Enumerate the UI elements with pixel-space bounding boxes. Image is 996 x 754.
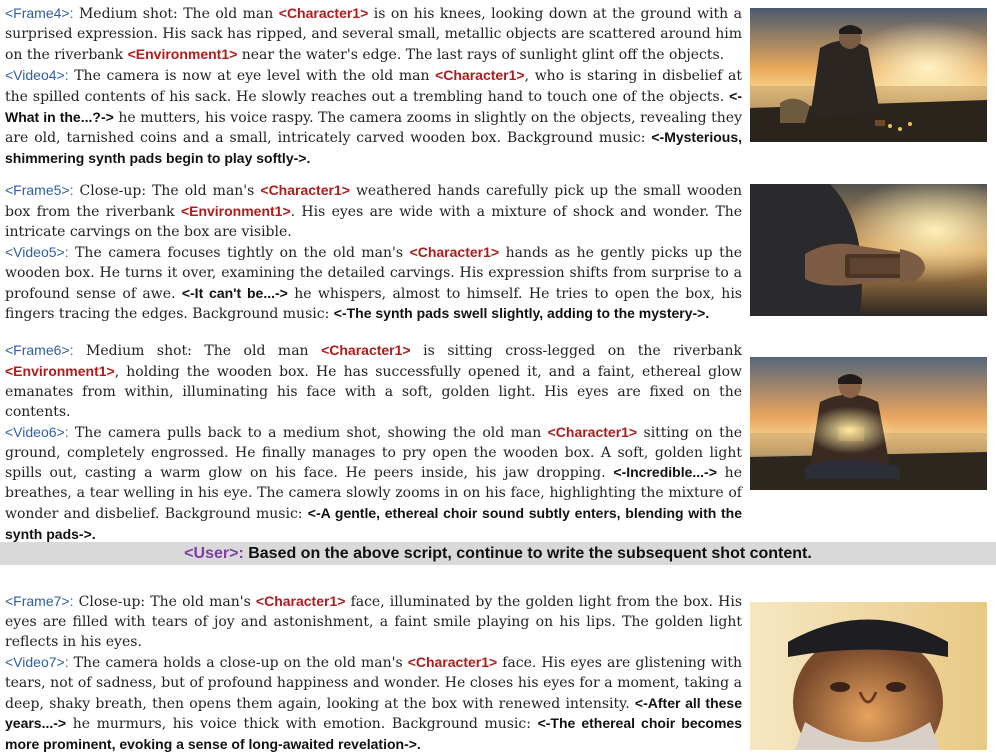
character-tag: <Character1> [435,66,525,83]
video-tag: <Video5>: [5,243,69,260]
frame5-illustration [750,184,987,316]
video-text: sitting on the ground, completely engrossed. He finally manages to pry open the wooden box. A soft, golden light spills out, casting a warm glow on his face. He peers inside, his jaw dropping. [5,424,743,482]
background-music: <-The ethereal choir becomes more prominent, evoking a sense of long-awaited revelation->. [5,715,742,753]
video-text: he whispers, almost to himself. He tries to open the box, his fingers tracing the edges. Background music: [5,285,742,323]
frame7-image [750,602,987,750]
frame6-image [750,357,987,490]
character-tag: <Character1> [407,653,498,670]
background-music: <-A gentle, ethereal choir sound subtly enters, blending with the synth pads->. [5,505,742,543]
background-music: <-The synth pads swell slightly, adding to the mystery->. [333,305,710,322]
video-text: , who is staring in disbelief at the spilled contents of his sack. He slowly reaches out a trembling hand to touch one of the objects. [5,67,742,105]
frame-text: . His eyes are wide with a mixture of shock and wonder. The intricate carvings on the box are visible. [5,203,742,240]
frame-text: near the water's edge. The last rays of sunlight glint off the objects. [237,46,725,63]
dialogue-quote: <-It can't be...-> [181,284,288,301]
character-tag: <Character1> [255,593,346,609]
shot-block-frame4 [5,4,742,170]
video-text: The camera is now at eye level with the old man [68,67,436,84]
frame-text: Close-up: The old man's [73,183,261,199]
character-tag: <Character1> [547,423,638,440]
frame-text: weathered hands carefully pick up the small wooden box from the riverbank [5,183,743,220]
frame-text: Close-up: The old man's [73,594,256,610]
character-tag: <Character1> [278,5,369,21]
video-text: hands as he gently picks up the wooden box. He turns it over, examining the detailed carvings. His expression shifts from surprise to a profound sense of awe. [5,244,742,302]
character-tag: <Character1> [321,342,411,358]
user-prompt-text: Based on the above script, continue to write the subsequent shot content. [243,545,812,562]
dialogue-quote: <-What in the...?-> [5,87,742,125]
shot-block-frame7 [5,592,742,754]
frame-tag: <Frame5>: [5,182,74,198]
video-text: face. His eyes are glistening with tears, not of sadness, but of profound happiness and wonder. He closes his eyes for a moment, taking a deep, shaky breath, then opens them again, looking at the box with renewed intensity. [5,654,742,712]
character-tag: <Character1> [260,182,350,198]
background-music: <-Mysterious, shimmering synth pads begin to play softly->. [5,129,742,167]
frame-text: Medium shot: The old man [73,343,322,359]
environment-tag: <Environment1> [180,202,291,219]
video-text: he murmurs, his voice thick with emotion. Background music: [66,716,538,733]
video-text: The camera focuses tightly on the old man's [68,244,410,261]
frame6-illustration [750,357,987,490]
character-tag: <Character1> [409,243,500,260]
dialogue-quote: <-Incredible...-> [613,464,717,481]
frame-text: is sitting cross-legged on the riverbank [410,343,743,359]
frame4-image [750,8,987,142]
video-text: he breathes, a tear welling in his eye. The camera slowly zooms in on his face, highlighting the mixture of wonder and disbelief. Background music: [5,465,742,523]
user-tag: <User>: [184,545,244,562]
frame4-illustration [750,8,987,142]
frame-text: Medium shot: The old man [73,6,279,22]
user-prompt-bar [0,542,996,565]
video-text: he mutters, his voice raspy. The camera zooms in slightly on the objects, revealing they are old, tarnished coins and a small, intricately carved wooden box. Background music: [5,109,743,147]
frame5-image [750,184,987,316]
shot-block-frame5 [5,181,742,325]
frame-text: face, illuminated by the golden light from the box. His eyes are filled with tears of joy and astonishment, a faint smile playing on his lips. The golden light reflects in his eyes. [5,594,742,650]
video-tag: <Video7>: [5,653,69,670]
frame-text: is on his knees, looking down at the ground with a surprised expression. His sack has ripped, and several small, metallic objects are scattered around him on the riverbank [5,6,743,63]
frame-text: , holding the wooden box. He has successfully opened it, and a faint, ethereal glow emanates from within, illuminating his face with a soft, golden light. His eyes are fixed on the contents. [5,363,742,420]
video-tag: <Video4>: [5,66,69,83]
frame7-illustration [750,602,987,750]
video-text: The camera pulls back to a medium shot, showing the old man [68,424,548,441]
environment-tag: <Environment1> [127,45,238,62]
shot-block-frame6 [5,341,742,546]
video-text: The camera holds a close-up on the old man's [68,654,408,671]
video-tag: <Video6>: [5,423,69,440]
dialogue-quote: <-After all these years...-> [5,694,742,732]
frame-tag: <Frame4>: [5,5,74,21]
environment-tag: <Environment1> [5,362,115,379]
frame-tag: <Frame7>: [5,593,74,609]
frame-tag: <Frame6>: [5,342,74,358]
